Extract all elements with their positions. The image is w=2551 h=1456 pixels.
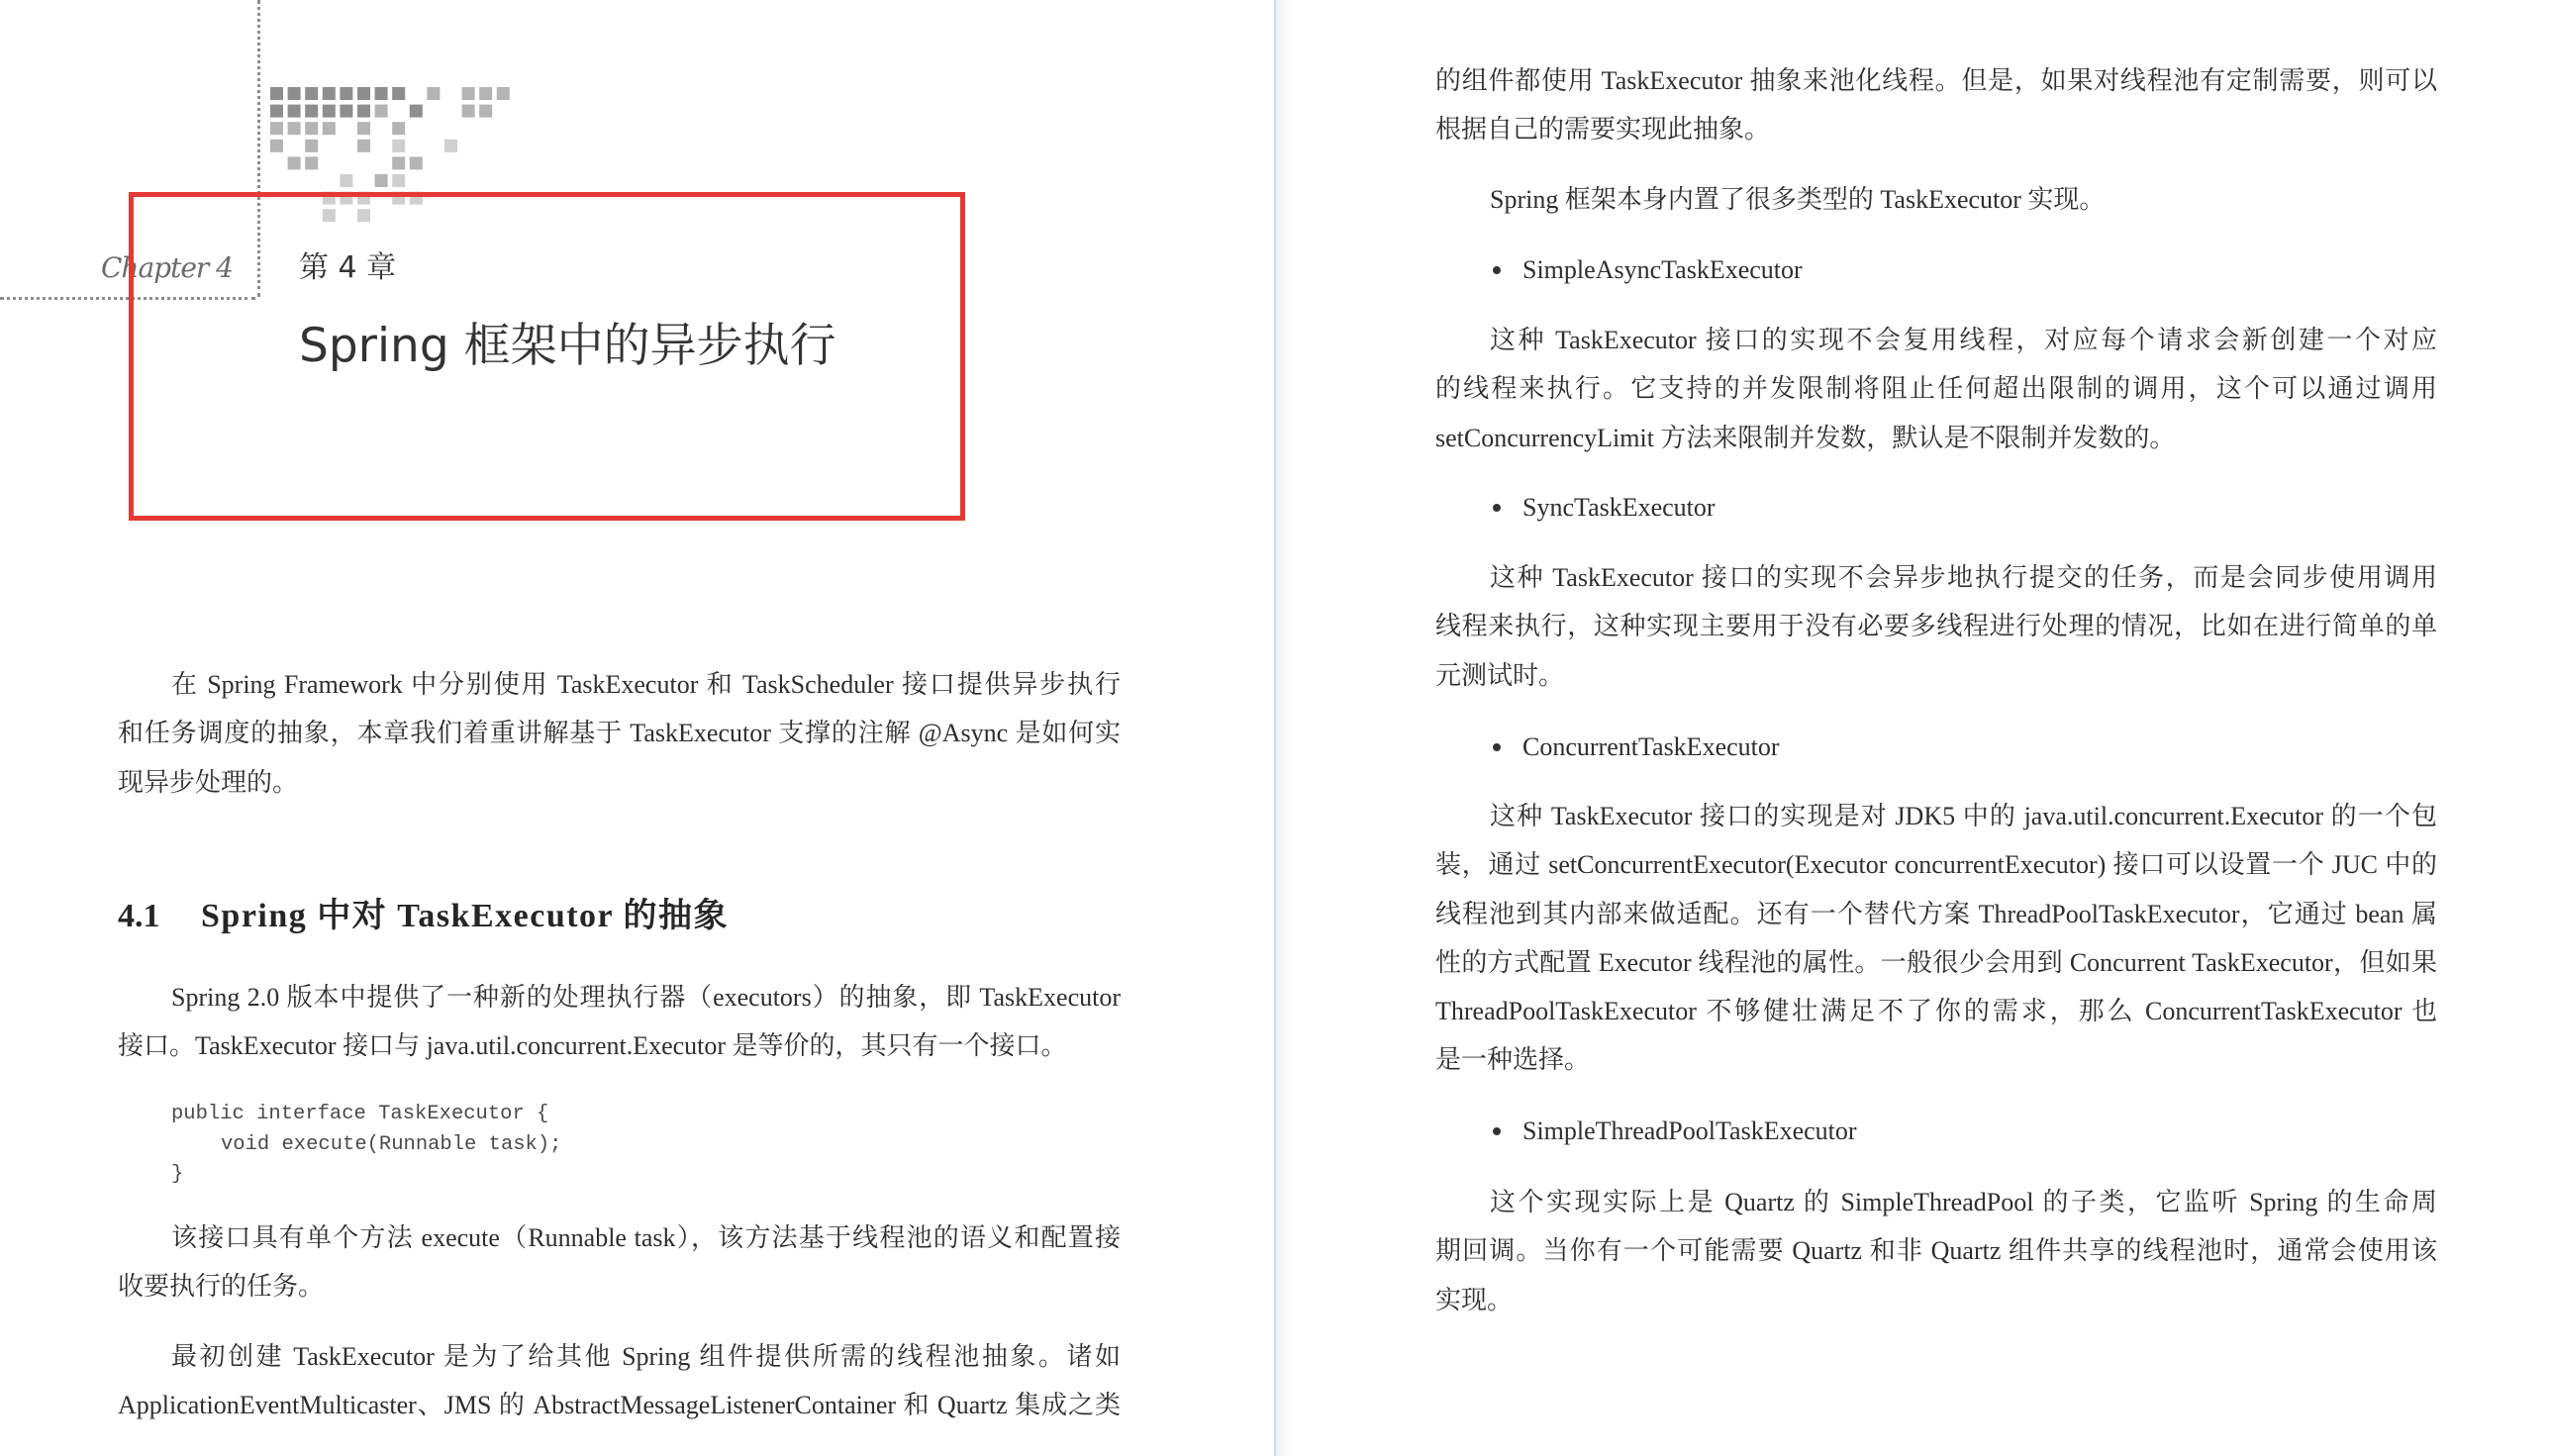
grid-square	[357, 105, 370, 118]
implementation-description	[1435, 792, 2437, 1085]
grid-square	[305, 122, 318, 135]
text-line: Spring 2.0 版本中提供了一种新的处理执行器（executors）的抽象，即 TaskExecutor	[171, 983, 1121, 1012]
grid-square	[357, 122, 370, 135]
grid-square	[288, 87, 301, 100]
grid-square	[305, 140, 318, 152]
text-line: 这个实现实际上是 Quartz 的 SimpleThreadPool 的子类，它监听 Spring 的生命周	[1490, 1188, 2437, 1216]
grid-square	[305, 105, 318, 118]
grid-square	[357, 140, 370, 152]
text-line: 性的方式配置 Executor 线程池的属性。一般很少会用到 Concurrent TaskExecutor，但如果	[1435, 947, 2437, 977]
text-line: 现异步处理的。	[118, 767, 299, 797]
grid-square	[479, 105, 492, 118]
code-block	[171, 1100, 1062, 1191]
text-line: 装，通过 setConcurrentExecutor(Executor concurrentExecutor) 接口可以设置一个 JUC 中的	[1435, 850, 2437, 880]
text-line: 在 Spring Framework 中分别使用 TaskExecutor 和 TaskScheduler 接口提供异步执行	[171, 670, 1121, 699]
section-number: 4.1	[118, 898, 160, 934]
grid-square	[375, 174, 388, 187]
right-page	[1276, 0, 2551, 1456]
implementation-item	[1435, 723, 2437, 771]
text-line: 是一种选择。	[1435, 1045, 1591, 1075]
section-title: Spring 中对 TaskExecutor 的抽象	[201, 898, 730, 934]
text-line: 期回调。当你有一个可能需要 Quartz 和非 Quartz 组件共享的线程池时，通常会使用该	[1435, 1236, 2437, 1266]
grid-square	[340, 105, 352, 118]
grid-square	[497, 87, 510, 100]
grid-square	[270, 105, 283, 118]
text-line: 最初创建 TaskExecutor 是为了给其他 Spring 组件提供所需的线程池抽象。诸如	[171, 1342, 1121, 1371]
grid-square	[323, 87, 336, 100]
chapter-number: 第 4 章	[299, 250, 397, 285]
grid-square	[288, 122, 301, 135]
grid-square	[410, 156, 423, 169]
intro-paragraph	[118, 660, 1121, 807]
grid-square	[375, 87, 388, 100]
grid-square	[288, 156, 301, 169]
bullet-icon	[1493, 1127, 1501, 1135]
grid-square	[479, 87, 492, 100]
text-line: 线程来执行，这种实现主要用于没有必要多线程进行处理的情况，比如在进行简单的单	[1435, 612, 2437, 641]
text-line: 线程池到其内部来做适配。还有一个替代方案 ThreadPoolTaskExecutor，它通过 bean 属	[1435, 899, 2437, 928]
grid-square	[462, 105, 475, 118]
text-line: setConcurrencyLimit 方法来限制并发数，默认是不限制并发数的。	[1435, 423, 2176, 452]
grid-square	[444, 140, 457, 152]
execute-method-paragraph	[118, 1213, 1121, 1311]
grid-square	[270, 87, 283, 100]
grid-square	[410, 105, 423, 118]
text-line: 收要执行的任务。	[118, 1272, 325, 1302]
text-line: 的线程来执行。它支持的并发限制将阻止任何超出限制的调用，这个可以通过调用	[1435, 374, 2437, 404]
implementation-description	[1435, 553, 2437, 700]
left-page	[0, 0, 1274, 1456]
builtin-intro-paragraph	[1435, 175, 2437, 224]
grid-square	[340, 174, 352, 187]
text-line: 这种 TaskExecutor 接口的实现不会复用线程，对应每个请求会新创建一个对应	[1490, 326, 2437, 354]
section-heading	[0, 892, 1274, 941]
code-line: void execute(Runnable task);	[221, 1132, 562, 1156]
bullet-icon	[1493, 743, 1501, 751]
implementation-description	[1435, 316, 2437, 462]
text-line: 该接口具有单个方法 execute（Runnable task），该方法基于线程池的语义和配置接	[171, 1223, 1121, 1252]
continuation-paragraph	[1435, 56, 2437, 154]
implementation-item	[1435, 483, 2437, 532]
chapter-script-label: Chapter 4	[101, 251, 233, 284]
spine-shadow	[1276, 0, 1292, 1456]
implementation-name: SyncTaskExecutor	[1522, 493, 1716, 522]
implementation-item	[1435, 245, 2437, 294]
code-line: }	[171, 1163, 184, 1186]
code-line: public interface TaskExecutor {	[171, 1103, 549, 1125]
implementation-description	[1435, 1178, 2437, 1324]
grid-square	[357, 87, 370, 100]
bullet-icon	[1493, 504, 1501, 512]
text-line: 根据自己的需要实现此抽象。	[1435, 115, 1771, 145]
text-line: ThreadPoolTaskExecutor 不够健壮满足不了你的需求，那么 ConcurrentTaskExecutor 也	[1435, 997, 2437, 1026]
grid-square	[427, 87, 440, 100]
text-line: ApplicationEventMulticaster、JMS 的 AbstractMessageListenerContainer 和 Quartz 集成之类	[118, 1391, 1121, 1420]
grid-square	[392, 140, 405, 152]
grid-square	[392, 156, 405, 169]
implementation-name: SimpleAsyncTaskExecutor	[1522, 255, 1803, 284]
grid-square	[340, 87, 352, 100]
implementation-name: SimpleThreadPoolTaskExecutor	[1522, 1116, 1857, 1145]
grid-square	[270, 122, 283, 135]
grid-square	[288, 105, 301, 118]
origin-paragraph	[118, 1332, 1121, 1430]
text-line: 和任务调度的抽象，本章我们着重讲解基于 TaskExecutor 支撑的注解 @Async 是如何实	[118, 719, 1121, 748]
text-line: 实现。	[1435, 1285, 1514, 1314]
text-line: 的组件都使用 TaskExecutor 抽象来池化线程。但是，如果对线程池有定制需要，则可以	[1435, 66, 2437, 95]
bullet-icon	[1493, 266, 1501, 274]
grid-square	[375, 105, 388, 118]
grid-square	[462, 87, 475, 100]
text-line: 接口。TaskExecutor 接口与 java.util.concurrent.Executor 是等价的，其只有一个接口。	[118, 1031, 1067, 1061]
grid-square	[270, 140, 283, 152]
red-highlight-box	[129, 192, 965, 521]
grid-square	[392, 122, 405, 135]
text-line: Spring 框架本身内置了很多类型的 TaskExecutor 实现。	[1490, 185, 2106, 214]
grid-square	[305, 156, 318, 169]
chapter-title: Spring 框架中的异步执行	[299, 319, 836, 373]
grid-square	[323, 122, 336, 135]
grid-square	[392, 174, 405, 187]
grid-square	[305, 87, 318, 100]
implementation-item	[1435, 1107, 2437, 1155]
text-line: 这种 TaskExecutor 接口的实现不会异步地执行提交的任务，而是会同步使用调用	[1490, 563, 2437, 592]
grid-square	[323, 105, 336, 118]
text-line: 这种 TaskExecutor 接口的实现是对 JDK5 中的 java.util.concurrent.Executor 的一个包	[1490, 802, 2437, 830]
implementation-name: ConcurrentTaskExecutor	[1522, 732, 1780, 761]
text-line: 元测试时。	[1435, 660, 1565, 690]
grid-square	[392, 87, 405, 100]
abstraction-paragraph	[118, 973, 1121, 1071]
